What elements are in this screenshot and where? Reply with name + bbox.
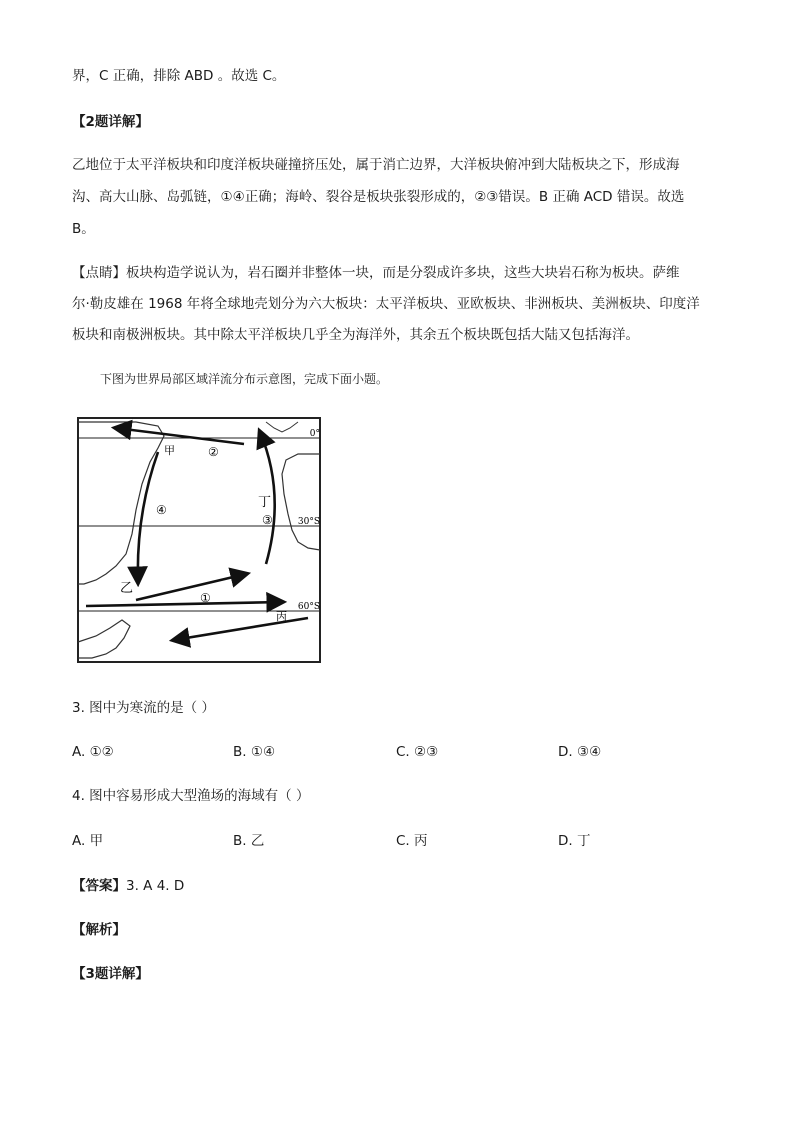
tip-line-2: 尔·勒皮雄在 1968 年将全球地壳划分为六大板块：太平洋板块、亚欧板块、非洲板块、美洲板块、印度洋 <box>72 296 700 312</box>
ocean-current-map <box>76 414 324 664</box>
australia-coastline <box>282 454 320 550</box>
q2-detail-heading: 【2题详解】 <box>72 114 149 130</box>
label-jia: 甲 <box>164 444 175 457</box>
label-bing: 丙 <box>276 610 287 623</box>
label-current-4: ④ <box>156 503 167 517</box>
current-1 <box>86 602 282 606</box>
q4-option-d[interactable]: D. 丁 <box>558 833 591 849</box>
q2-detail-line-1: 乙地位于太平洋板块和印度洋板块碰撞挤压处，属于消亡边界，大洋板块俯冲到大陆板块之下，形成海 <box>72 157 680 173</box>
q2-detail-line-2: 沟、高大山脉、岛弧链，①④正确；海岭、裂谷是板块张裂形成的，②③错误。B 正确 ACD 错误。故选 <box>72 189 685 205</box>
q3-option-d[interactable]: D. ③④ <box>558 744 602 760</box>
lat-label-30s: 30°S <box>297 517 320 527</box>
q4-option-b[interactable]: B. 乙 <box>233 833 265 849</box>
label-current-1: ① <box>200 591 211 605</box>
answer-label: 【答案】 <box>72 878 126 894</box>
answer-text: 3. A 4. D <box>126 878 185 894</box>
lat-label-0: 0° <box>309 429 320 439</box>
q3-option-a[interactable]: A. ①② <box>72 744 114 760</box>
current-yi-east <box>136 574 246 600</box>
q2-detail-line-3: B。 <box>72 221 95 237</box>
q3-option-c[interactable]: C. ②③ <box>396 744 439 760</box>
analysis-label: 【解析】 <box>72 922 126 938</box>
current-bing-west <box>174 618 308 640</box>
tip-line-3: 板块和南极洲板块。其中除太平洋板块几乎全为海洋外，其余五个板块既包括大陆又包括海洋。 <box>72 327 639 343</box>
previous-answer-line: 界，C 正确，排除 ABD 。故选 C。 <box>72 68 286 84</box>
africa-coastline <box>78 422 164 584</box>
figure-caption: 下图为世界局部区域洋流分布示意图，完成下面小题。 <box>100 372 389 386</box>
q4-option-a[interactable]: A. 甲 <box>72 833 104 849</box>
label-current-3: ③ <box>262 513 273 527</box>
label-current-2: ② <box>208 445 219 459</box>
lat-label-60s: 60°S <box>297 602 320 612</box>
southern-coastline <box>78 620 130 658</box>
q3-option-b[interactable]: B. ①④ <box>233 744 276 760</box>
q3-stem: 3. 图中为寒流的是（ ） <box>72 700 215 716</box>
island-coastline <box>266 422 298 432</box>
label-yi: 乙 <box>120 581 134 596</box>
current-equatorial <box>116 428 244 444</box>
q3-detail-heading: 【3题详解】 <box>72 966 149 982</box>
tip-line-1: 【点睛】板块构造学说认为，岩石圈并非整体一块，而是分裂成许多块，这些大块岩石称为板块。萨维 <box>72 265 680 281</box>
answer-line <box>72 876 184 896</box>
q4-stem: 4. 图中容易形成大型渔场的海域有（ ） <box>72 788 310 804</box>
label-ding: 丁 <box>258 495 272 510</box>
q4-option-c[interactable]: C. 丙 <box>396 833 428 849</box>
current-4 <box>138 452 158 582</box>
